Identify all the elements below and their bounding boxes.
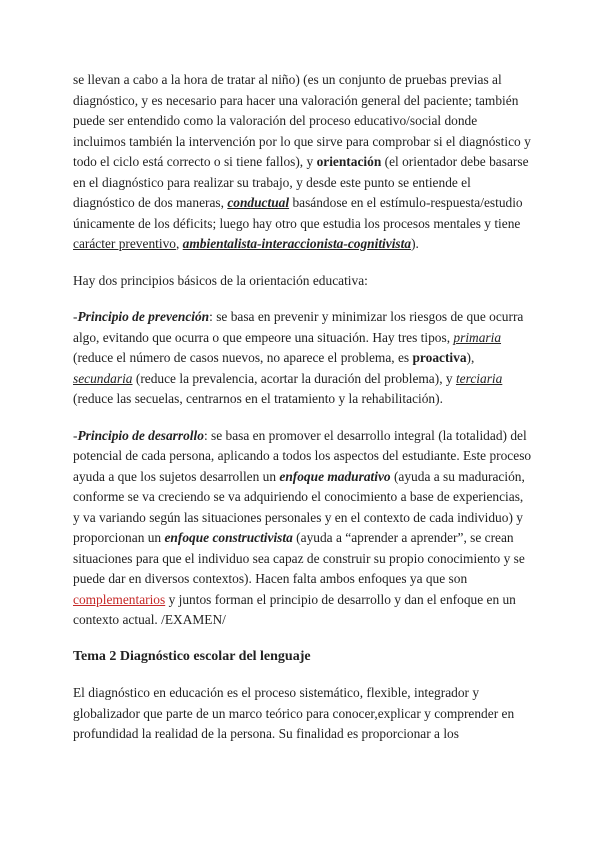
text-run: basándose en el estímulo-respuesta/estudio únicamente de los déficits; luego hay otro que estudia los procesos mentales y tiene <box>73 195 523 231</box>
emphasized-text: enfoque madurativo <box>279 468 391 484</box>
paragraph-gap <box>73 410 533 426</box>
emphasized-text: orientación <box>316 154 382 169</box>
text-run: : se basa en prevenir y minimizar los riesgos de que ocurra algo, evitando que ocurra o que empeore una situación. Hay tres tipos, <box>73 309 524 345</box>
text-run: (reduce el número de casos nuevos, no aparece el problema, es <box>73 350 413 365</box>
text-run: (reduce la prevalencia, acortar la duración del problema), y <box>132 370 456 386</box>
text-run: se llevan a cabo a la hora de tratar al niño) (es un conjunto de pruebas previas al diagnóstico, y es necesario para hacer una valoración general del paciente; también puede ser entendido como la valoración del proceso educativo/social donde incluimos también la intervención por lo que sirve para comprobar si el diagnóstico y todo el ciclo está correcto o si tiene fallos), y <box>73 72 531 169</box>
text-run: (ayuda a su maduración, conforme se va creciendo se va adquiriendo el conocimiento a base de experiencias, y va variando según las situaciones personales y en el contexto de cada individuo) y proporcionan un <box>73 468 525 545</box>
text-run: - <box>73 427 78 443</box>
emphasized-text: ambientalista-interaccionista-cognitivista <box>182 236 412 251</box>
paragraph-principles-intro <box>73 271 533 292</box>
text-run: (el orientador debe basarse en el diagnóstico para realizar su trabajo, y desde este punto se entiende el diagnóstico de dos maneras, <box>73 154 529 210</box>
text-run: ). <box>411 236 419 251</box>
text-run: ), <box>466 350 475 365</box>
emphasized-text: terciaria <box>455 370 503 386</box>
paragraph-development-principle <box>73 426 533 631</box>
emphasized-text: conductual <box>227 195 290 210</box>
emphasized-text: secundaria <box>73 370 133 386</box>
emphasized-text: Principio de prevención <box>77 309 210 324</box>
paragraph-gap <box>73 291 533 307</box>
text-run: y juntos forman el principio de desarrollo y dan el enfoque en un contexto actual. /EXAMEN/ <box>73 591 516 627</box>
document-body <box>73 70 533 745</box>
paragraph-prevention-principle <box>73 307 533 410</box>
emphasized-text: enfoque constructivista <box>164 530 293 545</box>
text-run: (ayuda a “aprender a aprender”, se crean situaciones para que el individuo sea capaz de construir su propio conocimiento y se puede dar en diversos contextos). Hacen falta ambos enfoques ya que son <box>73 530 525 586</box>
paragraph-intro <box>73 70 533 255</box>
text-run: , <box>175 236 183 251</box>
emphasized-text: Principio de desarrollo <box>77 427 204 443</box>
emphasized-text: carácter preventivo <box>73 236 176 251</box>
text-run: - <box>73 309 78 324</box>
text-run: Hay dos principios básicos de la orientación educativa: <box>73 272 368 288</box>
paragraph-gap <box>73 631 533 647</box>
paragraph-gap <box>73 667 533 683</box>
section-heading: Tema 2 Diagnóstico escolar del lenguaje <box>73 648 311 664</box>
emphasized-text: primaria <box>453 329 502 345</box>
text-run: : se basa en promover el desarrollo integral (la totalidad) del potencial de cada persona, aplicando a todos los aspectos del estudiante. Este proceso ayuda a que los sujetos desarrollen un <box>73 427 532 484</box>
emphasized-text: complementarios <box>73 591 166 607</box>
emphasized-text: proactiva <box>412 350 467 365</box>
paragraph-diagnosis-definition: El diagnóstico en educación es el proceso sistemático, flexible, integrador y globalizador que parte de un marco teórico para conocer,explicar y comprender en profundidad la realidad de la persona. Su finalidad es proporcionar a los <box>73 685 515 741</box>
text-run: (reduce las secuelas, centrarnos en el tratamiento y la rehabilitación). <box>73 391 443 406</box>
paragraph-gap <box>73 255 533 271</box>
